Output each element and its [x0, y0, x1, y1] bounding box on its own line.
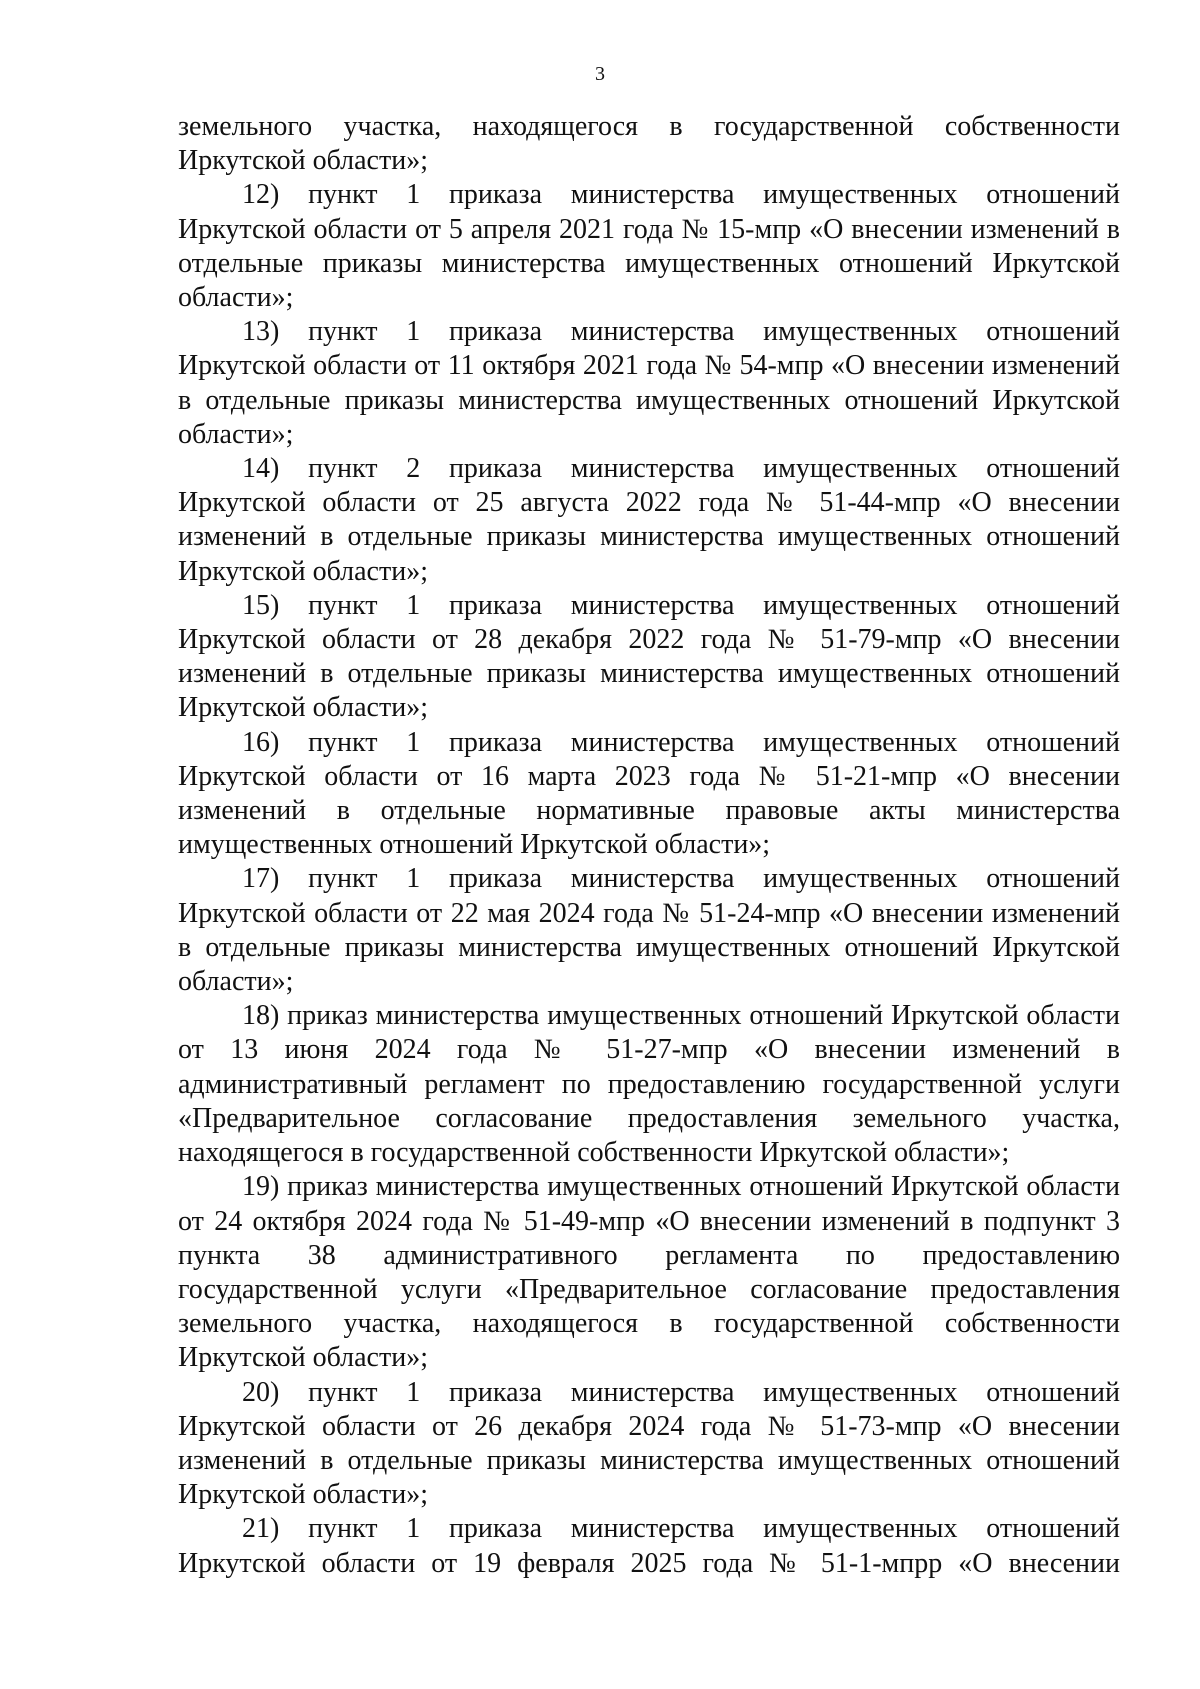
item-text: приказ министерства имущественных отношений Иркутской области от 24 октября 2024 года № 51-49-мпр «О внесении изменений в подпункт 3 пункта 38 административного регламента по предоставлению государственной услуги «Предварительное согласование предоставления земельного участка, находящегося в государственной собственности Иркутской области»; [178, 1171, 1121, 1374]
page-number: 3 [595, 63, 605, 85]
item-number: 18) [242, 1000, 280, 1032]
list-item-14 [178, 452, 1120, 589]
item-text: приказ министерства имущественных отношений Иркутской области от 13 июня 2024 года № 51-27-мпр «О внесении изменений в административный регламент по предоставлению государственной услуги «Предварительное согласование предоставления земельного участка, находящегося в государственной собственности Иркутской области»; [178, 1000, 1121, 1169]
item-number: 19) [242, 1171, 280, 1203]
item-number: 13) [242, 316, 280, 348]
list-item-21 [178, 1512, 1120, 1580]
item-number: 16) [242, 726, 280, 758]
item-text: пункт 2 приказа министерства имущественных отношений Иркутской области от 25 августа 2022 года № 51-44-мпр «О внесении изменений в отдельные приказы министерства имущественных отношений Иркутской области»; [178, 453, 1121, 587]
item-number: 14) [242, 453, 280, 485]
list-item-19 [178, 1170, 1120, 1375]
item-text: пункт 1 приказа министерства имущественных отношений Иркутской области от 16 марта 2023 года № 51-21-мпр «О внесении изменений в отдельные нормативные правовые акты министерства имущественных отношений Иркутской области»; [178, 726, 1121, 861]
item-text: пункт 1 приказа министерства имущественных отношений Иркутской области от 11 октября 2021 года № 54-мпр «О внесении изменений в отдельные приказы министерства имущественных отношений Иркутской области»; [178, 316, 1121, 450]
item-text: пункт 1 приказа министерства имущественных отношений Иркутской области от 5 апреля 2021 года № 15-мпр «О внесении изменений в отдельные приказы министерства имущественных отношений Иркутской области»; [178, 179, 1121, 314]
list-item-13 [178, 315, 1120, 452]
item-text: пункт 1 приказа министерства имущественных отношений Иркутской области от 26 декабря 2024 года № 51-73-мпр «О внесении изменений в отдельные приказы министерства имущественных отношений Иркутской области»; [178, 1376, 1121, 1511]
list-item-17 [178, 862, 1120, 999]
list-item-18 [178, 999, 1120, 1170]
list-item-12 [178, 178, 1120, 315]
list-item-16 [178, 726, 1120, 863]
item-number: 12) [242, 179, 280, 211]
item-text: пункт 1 приказа министерства имущественных отношений Иркутской области от 28 декабря 2022 года № 51-79-мпр «О внесении изменений в отдельные приказы министерства имущественных отношений Иркутской области»; [178, 589, 1121, 724]
item-number: 21) [242, 1513, 280, 1545]
item-text: пункт 1 приказа министерства имущественных отношений Иркутской области от 19 февраля 2025 года № 51-1-мпрр «О внесении [178, 1513, 1121, 1579]
list-item-20 [178, 1376, 1120, 1513]
item-text: пункт 1 приказа министерства имущественных отношений Иркутской области от 22 мая 2024 года № 51-24-мпр «О внесении изменений в отдельные приказы министерства имущественных отношений Иркутской области»; [178, 863, 1121, 998]
document-body [178, 110, 1120, 1581]
continuation-paragraph: земельного участка, находящегося в государственной собственности Иркутской области»; [178, 111, 1120, 177]
item-number: 17) [242, 863, 280, 895]
item-number: 20) [242, 1376, 280, 1408]
list-item-15 [178, 589, 1120, 726]
item-number: 15) [242, 589, 280, 621]
